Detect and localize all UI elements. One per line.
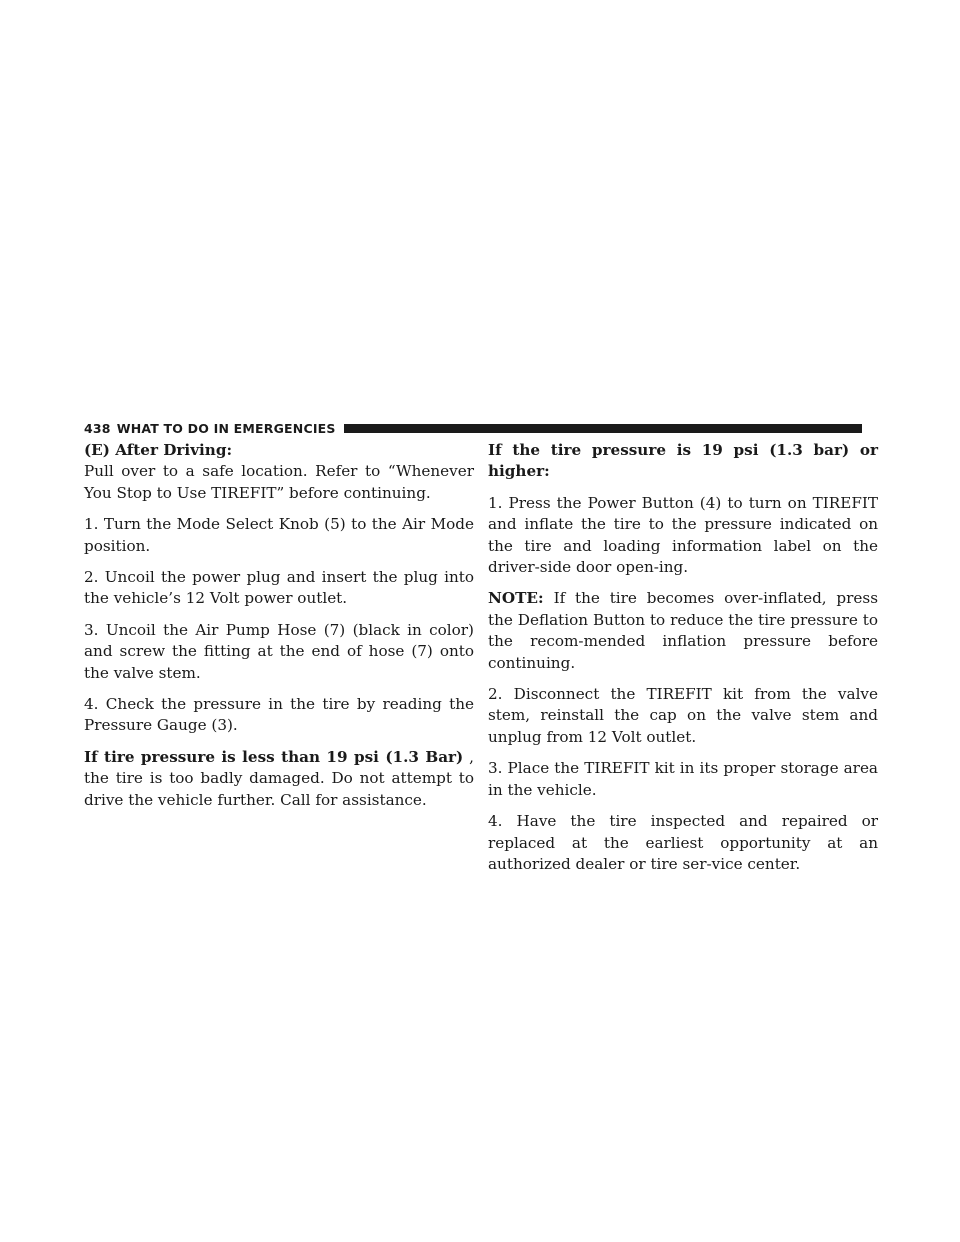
page-number: 438 — [84, 420, 111, 436]
low-pressure-warning-text: , the tire is too badly damaged. Do not attempt to drive the vehicle further. Call for assistance. — [84, 747, 474, 809]
low-pressure-warning-bold: If tire pressure is less than 19 psi (1.3 Bar) — [84, 747, 464, 766]
section-title: WHAT TO DO IN EMERGENCIES — [116, 420, 336, 436]
step-2: 2. Uncoil the power plug and insert the plug into the vehicle’s 12 Volt power outlet. — [84, 568, 474, 608]
intro-paragraph: Pull over to a safe location. Refer to “Whenever You Stop to Use TIREFIT” before continuing. — [84, 462, 474, 502]
pressure-ok-heading: If the tire pressure is 19 psi (1.3 bar) or higher: — [488, 441, 878, 481]
inflate-step-4: 4. Have the tire inspected and repaired or replaced at the earliest opportunity at an authorized dealer or tire ser-vice center. — [488, 812, 878, 873]
inflate-step-3: 3. Place the TIREFIT kit in its proper storage area in the vehicle. — [488, 759, 878, 799]
step-1: 1. Turn the Mode Select Knob (5) to the Air Mode position. — [84, 515, 474, 555]
step-4: 4. Check the pressure in the tire by reading the Pressure Gauge (3). — [84, 695, 474, 735]
page-header — [84, 418, 862, 438]
inflate-step-2: 2. Disconnect the TIREFIT kit from the valve stem, reinstall the cap on the valve stem and unplug from 12 Volt outlet. — [488, 685, 878, 746]
left-column — [84, 440, 474, 821]
after-driving-heading: (E) After Driving: — [84, 441, 233, 459]
low-pressure-warning — [84, 747, 474, 811]
note-paragraph — [488, 588, 878, 674]
step-3: 3. Uncoil the Air Pump Hose (7) (black in color) and screw the fitting at the end of hose (7) onto the valve stem. — [84, 620, 474, 682]
inflate-step-1: 1. Press the Power Button (4) to turn on TIREFIT and inflate the tire to the pressure indicated on the tire and loading information label on the driver-side door open-ing. — [488, 493, 878, 577]
note-text: If the tire becomes over-inflated, press the Deflation Button to reduce the tire pressure to the recom-mended inflation pressure before continuing. — [488, 589, 878, 672]
note-label: NOTE: — [488, 589, 544, 608]
right-column — [488, 440, 878, 885]
header-rule — [344, 424, 862, 433]
